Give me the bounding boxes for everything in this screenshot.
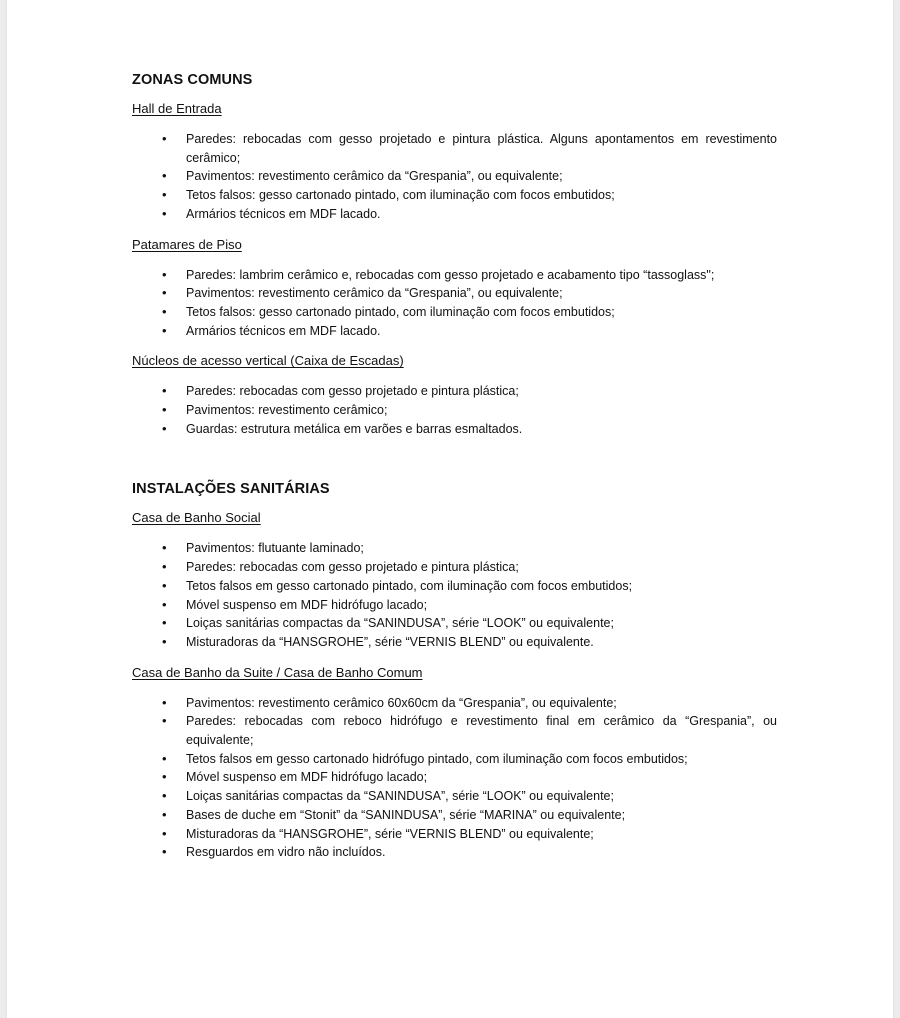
subsection-title-casa-de-banho-suite: Casa de Banho da Suite / Casa de Banho Comum xyxy=(132,664,423,680)
bullet-icon: • xyxy=(162,596,167,612)
subsection-title-patamares-de-piso: Patamares de Piso xyxy=(132,236,242,252)
document-page xyxy=(7,0,893,1018)
list-item: • Loiças sanitárias compactas da “SANINDUSA”, série “LOOK” ou equivalente; xyxy=(132,787,777,806)
bullet-icon: • xyxy=(162,750,167,766)
list-item: • Misturadoras da “HANSGROHE”, série “VERNIS BLEND” ou equivalente. xyxy=(132,633,777,652)
bullet-icon: • xyxy=(162,806,167,822)
subsection-title-hall-de-entrada: Hall de Entrada xyxy=(132,101,222,116)
bullet-icon: • xyxy=(162,559,167,575)
bullet-icon: • xyxy=(162,694,167,710)
list-item: • Móvel suspenso em MDF hidrófugo lacado; xyxy=(132,768,777,787)
bullet-icon: • xyxy=(162,303,167,319)
bullet-icon: • xyxy=(162,205,167,221)
section-title-zonas-comuns: ZONAS COMUNS xyxy=(132,72,253,88)
bullet-icon: • xyxy=(162,168,167,184)
list-item: • Pavimentos: revestimento cerâmico da “Grespania”, ou equivalente; xyxy=(132,284,777,303)
list-item: • Pavimentos: revestimento cerâmico da “Grespania”, ou equivalente; xyxy=(132,167,777,186)
bullet-icon: • xyxy=(162,577,167,593)
list-item: • Misturadoras da “HANSGROHE”, série “VERNIS BLEND” ou equivalente; xyxy=(132,825,777,844)
subsection-title-casa-de-banho-social: Casa de Banho Social xyxy=(132,510,261,526)
list-casa-de-banho-suite xyxy=(132,694,777,862)
list-item: • Tetos falsos em gesso cartonado hidrófugo pintado, com iluminação com focos embutidos; xyxy=(132,750,777,769)
bullet-icon: • xyxy=(162,615,167,631)
list-casa-de-banho-social xyxy=(132,539,777,651)
subsection-title-caixa-de-escadas: Núcleos de acesso vertical (Caixa de Escadas) xyxy=(132,353,404,369)
list-item: • Paredes: rebocadas com reboco hidrófugo e revestimento final em cerâmico da “Grespania”, ou equivalente; xyxy=(162,713,777,748)
bullet-icon: • xyxy=(162,633,167,649)
bullet-icon: • xyxy=(162,540,167,556)
list-item: • Tetos falsos: gesso cartonado pintado, com iluminação com focos embutidos; xyxy=(132,303,777,322)
bullet-icon: • xyxy=(162,825,167,841)
list-caixa-de-escadas xyxy=(132,382,777,438)
list-item: • Paredes: rebocadas com gesso projetado e pintura plástica; xyxy=(132,382,777,401)
bullet-icon: • xyxy=(162,844,167,860)
list-item: • Paredes: rebocadas com gesso projetado e pintura plástica; xyxy=(132,558,777,577)
bullet-icon: • xyxy=(162,713,167,729)
list-item: • Tetos falsos: gesso cartonado pintado, com iluminação com focos embutidos; xyxy=(132,186,777,205)
list-item: • Paredes: rebocadas com gesso projetado e pintura plástica. Alguns apontamentos em revestimento cerâmico; xyxy=(162,131,777,165)
bullet-icon: • xyxy=(162,285,167,301)
list-item: • Pavimentos: revestimento cerâmico 60x60cm da “Grespania”, ou equivalente; xyxy=(132,694,777,713)
list-item: • Resguardos em vidro não incluídos. xyxy=(132,843,777,862)
list-item: • Armários técnicos em MDF lacado. xyxy=(132,205,777,224)
bullet-icon: • xyxy=(162,420,167,436)
list-patamares-de-piso xyxy=(132,266,777,341)
bullet-icon: • xyxy=(162,187,167,203)
bullet-icon: • xyxy=(162,383,167,399)
bullet-icon: • xyxy=(162,788,167,804)
bullet-icon: • xyxy=(162,322,167,338)
document-content xyxy=(132,72,777,875)
bullet-icon: • xyxy=(162,266,167,282)
section-title-instalacoes-sanitarias: INSTALAÇÕES SANITÁRIAS xyxy=(132,481,330,498)
list-item: • Pavimentos: revestimento cerâmico; xyxy=(132,401,777,420)
list-item: • Bases de duche em “Stonit” da “SANINDUSA”, série “MARINA” ou equivalente; xyxy=(132,806,777,825)
bullet-icon: • xyxy=(162,131,167,146)
bullet-icon: • xyxy=(162,769,167,785)
list-hall-de-entrada xyxy=(132,130,777,224)
list-item: • Pavimentos: flutuante laminado; xyxy=(132,539,777,558)
list-item: • Armários técnicos em MDF lacado. xyxy=(132,322,777,341)
bullet-icon: • xyxy=(162,402,167,418)
list-item: • Loiças sanitárias compactas da “SANINDUSA”, série “LOOK” ou equivalente; xyxy=(132,614,777,633)
list-item: • Paredes: lambrim cerâmico e, rebocadas com gesso projetado e acabamento tipo “tassoglass"; xyxy=(132,266,777,285)
list-item: • Móvel suspenso em MDF hidrófugo lacado; xyxy=(132,596,777,615)
list-item: • Tetos falsos em gesso cartonado pintado, com iluminação com focos embutidos; xyxy=(132,577,777,596)
list-item: • Guardas: estrutura metálica em varões e barras esmaltados. xyxy=(132,420,777,439)
